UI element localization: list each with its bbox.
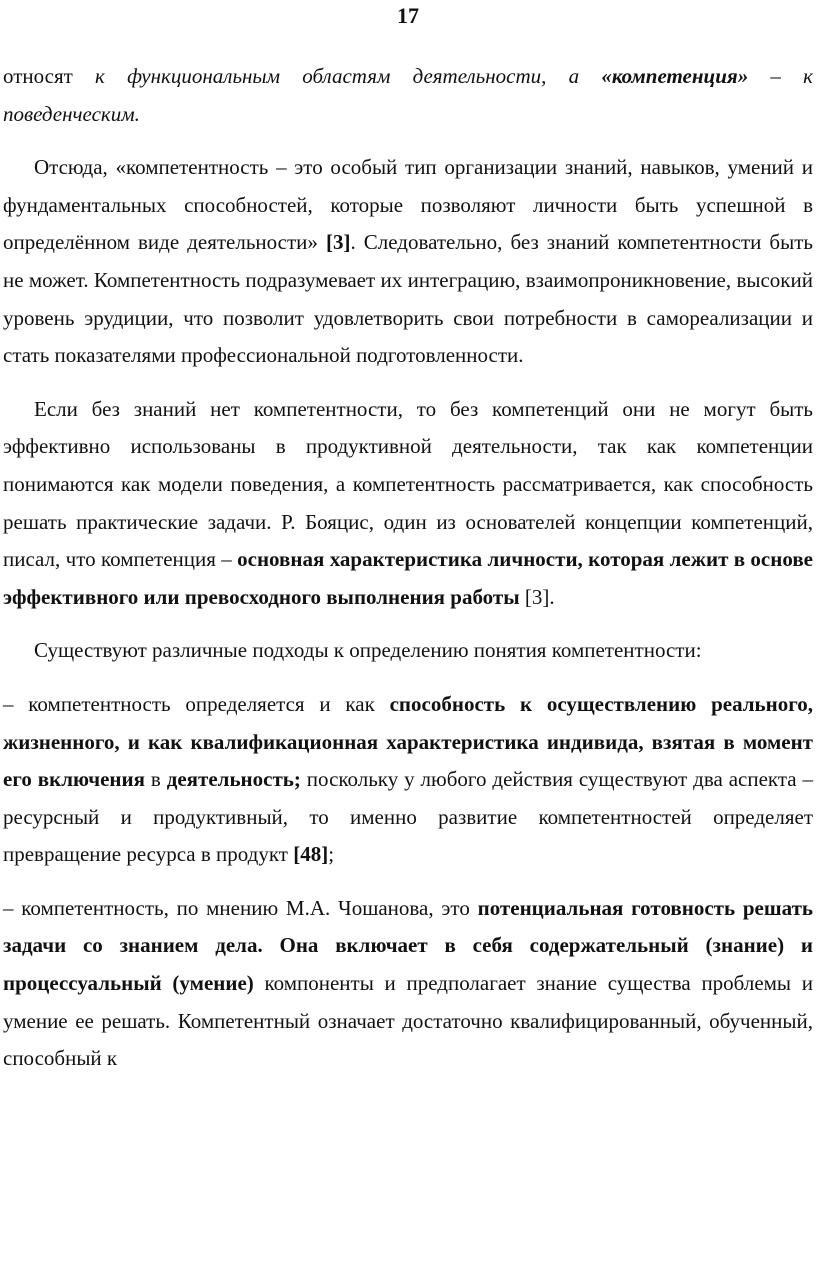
p5-text-2: в [144,767,167,792]
paragraph-2 [3,149,813,375]
p2-text-1: Отсюда, «компетентность – это особый тип организации знаний, навыков, умений и фундаментальных способностей, которые позволяют личности быть успешной в определённом виде деятельности» [3,155,813,255]
page-number: 17 [397,3,419,28]
p1-italic-1: к функциональным областям деятельности, а [95,64,602,88]
paragraph-6 [3,890,813,1078]
paragraph-4 [3,632,813,670]
paragraph-5 [3,686,813,874]
p2-text-2: . Следовательно, без знаний компетентности быть не может. Компетентность подразумевает их интеграцию, взаимопроникновение, высокий уровень эрудиции, что позволит удовлетворить свои потребности в самореализации и стать показателями профессиональной подготовленности. [3,230,813,368]
body-text [3,58,813,1078]
p4-text-1: Существуют различные подходы к определению понятия компетентности: [34,638,702,663]
p1-italic-2: – к поведенческим. [3,64,813,126]
p3-bold-definition: основная характеристика личности, которая лежит в основе эффективного или превосходного выполнения работы [3,547,813,609]
p5-citation: [48] [293,842,329,867]
paragraph-1 [3,58,813,133]
p3-citation: [3] [519,584,550,609]
p5-bold-activity: деятельность; [166,767,301,792]
p6-bold-definition: потенциальная готовность решать задачи со знанием дела. Она включает в себя содержательный (знание) и процессуальный (умение) [3,895,813,996]
p3-text-2: . [549,584,555,609]
p1-text-1: относят [3,64,96,88]
p3-text-1: Если без знаний нет компетентности, то без компетенций они не могут быть эффективно использованы в продуктивной деятельности, так как компетенции понимаются как модели поведения, а компетентность рассматривается, как способность решать практические задачи. Р. Бояцис, один из основателей концепции компетенций, писал, что компетенция – [3,396,813,572]
paragraph-3 [3,391,813,617]
p5-text-4: ; [328,842,335,867]
p6-text-1: – компетентность, по мнению М.А. Чошанова, это [3,895,478,920]
p1-bold-italic-term: «компетенция» [601,64,749,88]
p2-citation: [3] [325,230,351,255]
p5-text-1: – компетентность определяется и как [3,691,390,716]
p6-text-2: компоненты и предполагает знание существа проблемы и умение ее решать. Компетентный означает достаточно квалифицированный, обученный, способный к [3,971,813,1071]
p5-bold-definition: способность к осуществлению реального, жизненного, и как квалификационная характеристика индивида, взятая в момент его включения [3,691,813,792]
p5-text-3: поскольку у любого действия существуют два аспекта – ресурсный и продуктивный, то именно развитие компетентностей определяет превращение ресурса в продукт [3,767,814,867]
